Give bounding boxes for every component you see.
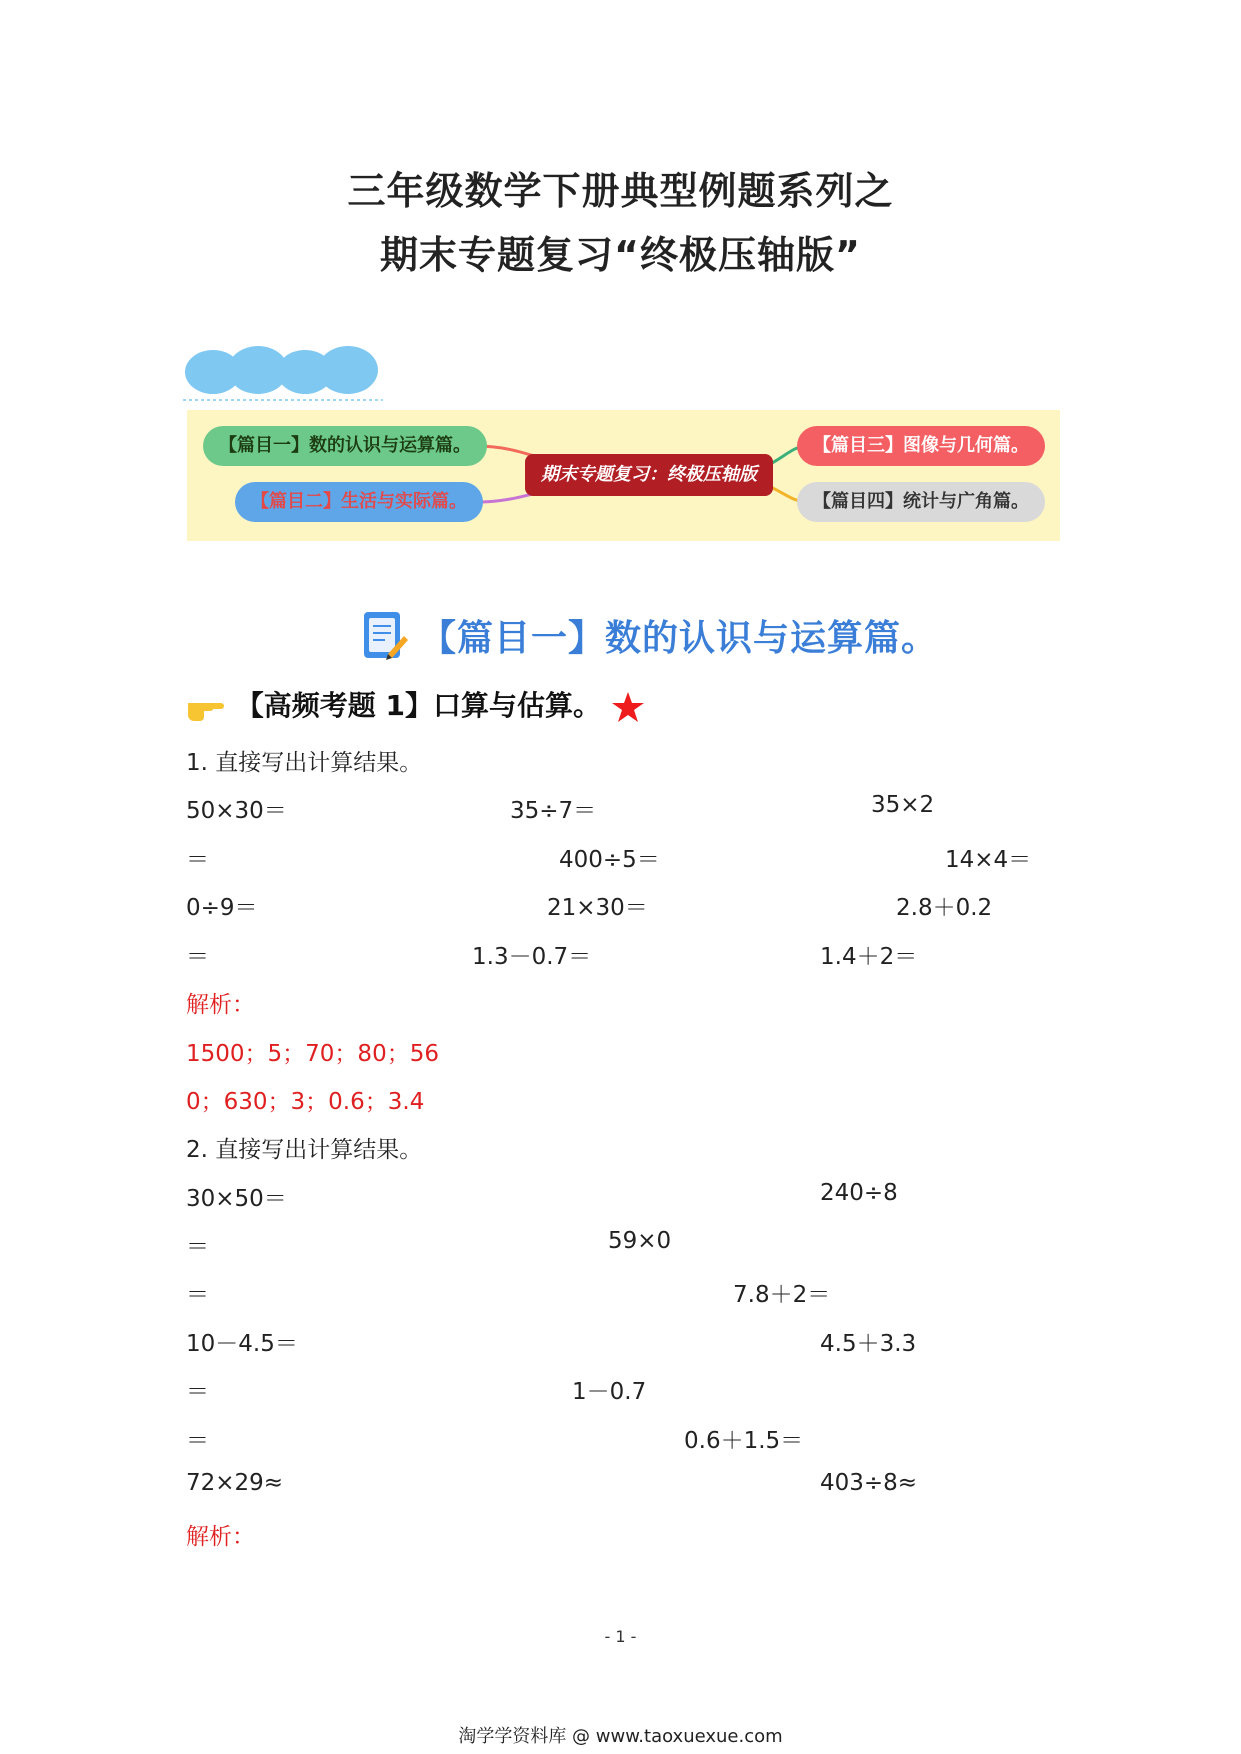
- q1-cell: 0÷9＝: [186, 895, 258, 921]
- page-title-line2: 期末专题复习“终极压轴版”: [380, 233, 861, 277]
- q2-cell: 4.5＋3.3: [820, 1331, 917, 1357]
- q2-cell: 240÷8: [820, 1180, 898, 1206]
- q1-cell: ＝: [186, 944, 209, 970]
- question-heading: [186, 684, 645, 724]
- pointing-hand-icon: [186, 693, 226, 721]
- q2-cell: ＝: [186, 1428, 209, 1454]
- q1-answer-line: 0；630；3；0.6；3.4: [186, 1089, 425, 1115]
- q1-cell: 1.3－0.7＝: [472, 944, 592, 970]
- q2-analysis-label: 解析：: [186, 1524, 255, 1550]
- q2-cell: ＝: [186, 1234, 209, 1260]
- q2-cell: 1－0.7: [572, 1379, 647, 1405]
- section-heading: [360, 608, 938, 662]
- mindmap-center: 期末专题复习：终极压轴版: [525, 454, 773, 496]
- mindmap-node-2: 【篇目二】生活与实际篇。: [235, 482, 483, 522]
- footer-watermark: 淘学学资料库 @ www.taoxuexue.com: [458, 1726, 783, 1747]
- notepad-icon: [360, 608, 410, 662]
- q2-cell: 10－4.5＝: [186, 1331, 298, 1357]
- q2-prompt: 2. 直接写出计算结果。: [186, 1137, 423, 1163]
- q1-analysis-label: 解析：: [186, 992, 255, 1018]
- q2-cell: 59×0: [608, 1228, 672, 1254]
- q2-cell: ＝: [186, 1282, 209, 1308]
- q2-cell: 72×29≈: [186, 1470, 284, 1496]
- star-icon: [611, 690, 645, 724]
- page-number: - 1 -: [604, 1627, 637, 1646]
- q2-cell: 30×50＝: [186, 1186, 287, 1212]
- q2-cell: ＝: [186, 1379, 209, 1405]
- q1-cell: 2.8＋0.2: [896, 895, 993, 921]
- q1-cell: 14×4＝: [945, 847, 1032, 873]
- mindmap-node-4: 【篇目四】统计与广角篇。: [797, 482, 1045, 522]
- q1-cell: 1.4＋2＝: [820, 944, 918, 970]
- mindmap-node-1: 【篇目一】数的认识与运算篇。: [203, 426, 487, 466]
- q1-cell: 21×30＝: [547, 895, 648, 921]
- q1-cell: 35×2: [871, 792, 935, 818]
- q1-cell: ＝: [186, 847, 209, 873]
- q2-cell: 403÷8≈: [820, 1470, 918, 1496]
- q1-answer-line: 1500；5；70；80；56: [186, 1041, 439, 1067]
- q1-prompt: 1. 直接写出计算结果。: [186, 750, 423, 776]
- section-heading-text: 【篇目一】数的认识与运算篇。: [420, 617, 939, 659]
- page-title-line1: 三年级数学下册典型例题系列之: [347, 169, 894, 213]
- question-heading-text: 【高频考题 1】口算与估算。: [235, 689, 601, 722]
- q2-cell: 7.8＋2＝: [733, 1282, 831, 1308]
- q1-cell: 400÷5＝: [559, 847, 660, 873]
- cloud-decoration-icon: [183, 342, 383, 402]
- q1-cell: 35÷7＝: [510, 798, 597, 824]
- mindmap-banner: [187, 410, 1060, 541]
- q2-cell: 0.6＋1.5＝: [684, 1428, 804, 1454]
- mindmap-node-3: 【篇目三】图像与几何篇。: [797, 426, 1045, 466]
- q1-cell: 50×30＝: [186, 798, 287, 824]
